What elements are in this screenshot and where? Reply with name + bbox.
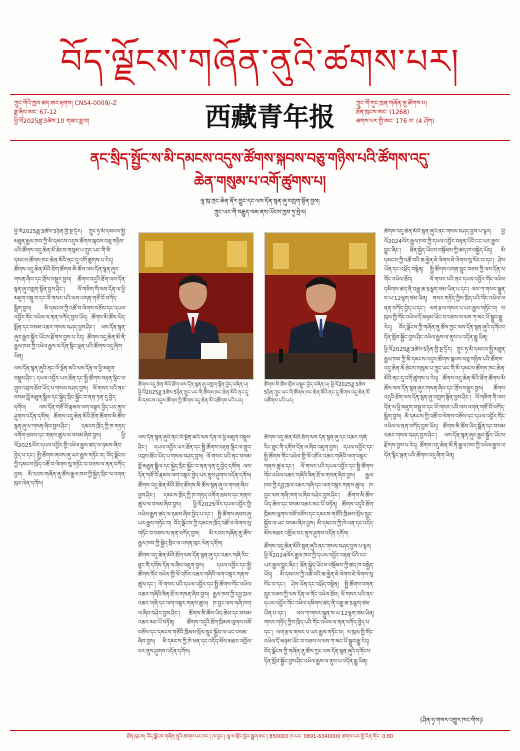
subheadline-2: ཀྲུང་ཡང་གི་བརྒྱུད་ལམ་ནས་ཡོངས་ཁྱབ་ཏུ་སྤེལ།: [214, 209, 306, 216]
article-column-1: [14, 228, 126, 724]
photo-caption-left: ཚོགས་འདུ་ཆེན་མོའི་ཐོག་ལས་དོན་སྙན་ཞུ་བཀླག་སྟོན་བྱེད་བཞིན་པ། ཕྱི་ལོ2025ཟླ་3ཚེས་5ཉིན་ཀྲུང་ཡང་གི་ཚོགས་ཁང་ཆེན་མོའི་ནང་དུ་མི་དམངས་འདུས་ཚོགས་ཀྱི་ཚོགས་འདུ་ཆེན་མོ་འཚོགས་པའི་པར།: [138, 382, 250, 404]
publication-info-left: [14, 99, 174, 126]
footer-divider: [10, 730, 510, 731]
issue-number-line: ཟླ་ཞིབ་ཨང་ 67-12: [14, 109, 57, 116]
column-2-text-continued: ཚོགས་འདུ་ཆེན་མོའི་ཐོག་ལས་དོན་སྙན་ཞུ་དང་འཆར་གཞི་རིང་ཐུང་གི་དགོས་དོན་ལ་ཞིབ་འཇུག་བྱས། དཔལ་འབྱོར་དང་སྤྱི་ཚོགས་གོང་འཕེལ་གྱི་ལོ་འཁོར་འཆར་གཞིའི་ལག་བསྟར་གནས་ཚུལ་དང་། ལོ་གསར་པའི་དཔལ་འབྱོར་དང་སྤྱི་ཚོགས་གོང་འཕེལ་འཆར་གཞིའི་ཟིན་ཐོ་ལ་གསན་ཞིབ་བྱས། རྒྱལ་ཁབ་ཀྱི་དབྱ་ཁྲལ་འཆར་གཞི་དང་ལག་བསྟར་གནས་ཚུལ། ཁ་བྱང་ལས་གཞི་ཁག་ལ་ཞིབ་བཤེར་བྱས་ཤིང་། ཚོགས་མི་ཚོས་ཡིད་ཆེས་དང་བསམ་འཆར་མང་པོ་བཏོན། ཚོགས་འདུའི་ཐོག་ཁྲིམས་ལུགས་བཟོ་བཅོས་དང་དམངས་གཙོའི་ཁྲིམས་སྲོལ་སྲུང་སྐྱོབ་ལ་ཡང་བསམ་ཞིབ་བྱས། མི་དམངས་ཀྱི་ཁེ་ཕན་དང་འདོད་མོས་མཐར་འཁྱོལ་བར་ནུས་ཤུགས་འདོན་དགོས།: [138, 553, 252, 656]
column-4-text: ཚོགས་འདུ་ཆེན་མོའི་སྙན་ཞུའི་ནང་གསལ་བཤད་བྱས་པ་ལྟར། ཕྱི་ལོ2024ལོར་རྒྱལ་ཁབ་ཀྱི་དཔལ་འབྱོར་བརྟན་པོའི་ངང་ཡར་རྒྱས་བྱུང་ཞིང་། ཐོན་སྐྱེད་ཡོངས་བསྡོམས་ཀྱི་ཚད་ཁ་བསྐྱེད་ཡོད། མི་དམངས་ཀྱི་འཚོ་བའི་ཆ་རྐྱེན་ཇེ་ལེགས་ཇེ་ལེགས་སུ་སོང་བ་དང་། ཤེས་ཡོན་དང་འཕྲོད་བསྟེན། སྤྱི་ཚོགས་འགན་སྲུང་བཅས་ཀྱི་ལས་དོན་ལ་གོང་འཕེལ་ཐོབ། ལོ་གསར་པའི་ནང་དཔལ་འབྱོར་གོང་འཕེལ་དམིགས་ཚད་ནི་བརྒྱ་ཆ་5ལྷག་ཙམ་ཡིན་པ་དང་། ལས་ཀ་གསར་སྐྲུན་ས་ཡ་12ལྷག་ཙམ་ཡིན། གསར་གཏོད་ཀྱིས་ཁྲིད་པའི་གོང་འཕེལ་ལ་ནན་བཀོད་བྱེད་པ་དང་། ལག་རྩལ་གསར་པ་ཡར་རྒྱས་གཏོང་བ། ས་ཁུལ་གྱི་གོང་འཕེལ་དོ་མཉམ་ཡོང་བ་བཅས་ལ་ལས་ཀ་མང་པོ་སྒྲུབ་རྒྱུ་རེད། བོད་ལྗོངས་ཀྱི་གཞོན་ནུ་ཚོས་ཀྱང་ལས་དོན་སྙན་ཞུའི་དགོངས་དོན་སློབ་སྦྱོང་བྱས་ཤིང་འཕེལ་རྒྱས་ལ་ནུས་པ་འདོན་རྒྱུ་ཡིན།: [384, 229, 506, 341]
column-2-text: ལས་དོན་སྙན་ཞུའི་ནང་ལོ་སྔོན་མའི་ལས་དོན་ལ་ཕྱི་མཇུག་བསྡུས་ཤིང་། དཔལ་འབྱོར་ཡར་ཐོན་དང་སྤྱི་ཚོགས་བརྟན་ལྷིང་ལ་གྲུབ་འབྲས་ཐོབ་ཡོད་པ་གསལ་བཤད་བྱས། ལོ་གསར་པའི་ནང་བསམ་བློ་མཐུན་སྒྲིལ་དང་སྐྱེད་སྲིང་སྐྱོང་བ་ནན་ཏན་དུ་བྱེད་དགོས། ལས་དོན་གཙོ་བོ་རྣམས་ལག་བསྟར་བྱེད་པར་ནུས་ཤུགས་འདོན་དགོས། ཚོགས་འདུ་ཆེན་མོའི་ཐོག་ཚོགས་མི་ཚོས་སྙན་ཞུ་ལ་གསན་ཞིབ་བྱས་ཤིང་། དམངས་ཁྲོད་ཀྱི་ཁ་གཏད་འགོག་ཐབས་དང་གནས་ཚུལ་ལ་བསམ་ཞིབ་བྱས། ཕྱི་ལོ2025ལོར་དཔལ་འབྱོར་གྱི་འཕེལ་རྒྱས་ཚད་ལ་ཉམས་ཞིབ་བྱེད་པ་དང་། སྤྱི་ཚོགས་ཞབས་ཞུ་ཡར་རྒྱས་གཏོང་བ། བོད་ལྗོངས་ཀྱི་དམངས་ཁྲོད་འཚོ་བ་ལེགས་སུ་གཏོང་བ་བཅས་ལ་ནན་བཀོད་བྱས། མི་རབས་གཞོན་ནུ་ཚོས་རྒྱལ་ཁབ་ཀྱི་སྐྱེད་སྲིང་ལ་འགན་ཁུར་ལེན་དགོས།: [138, 435, 252, 547]
edition-line: ཚགས་པར་གྱི་ཨང་ 176 བ་ (4 ཤོག): [356, 118, 435, 125]
publication-info-right: [356, 99, 506, 126]
photo-caption-right: ཚོགས་མི་ཚོས་གྲོས་བསྡུར་བྱེད་བཞིན་པ། ཕྱི་ལོ2025ཟླ་3ཚེས་5ཉིན་ཀྲུང་ཡང་གི་ཚོགས་ཁང་ཆེན་མོའི་ནང་དུ་ཚོགས་འདུ་ཆེན་མོ་འཚོགས་པའི་པར།: [264, 382, 371, 404]
subheadline-1: ལྷ་ཁུ་ཀྲང་ཆེན་ནོར་བྱུང་དང་ལས་དོན་སྙན་ཞུ་བཀླག་སྟོན་བྱས།: [200, 198, 320, 205]
column-1-text-continued: ལས་དོན་སྙན་ཞུའི་ནང་ལོ་སྔོན་མའི་ལས་དོན་ལ་ཕྱི་མཇུག་བསྡུས་ཤིང་། དཔལ་འབྱོར་ཡར་ཐོན་དང་སྤྱི་ཚོགས་བརྟན་ལྷིང་ལ་གྲུབ་འབྲས་ཐོབ་ཡོད་པ་གསལ་བཤད་བྱས། ལོ་གསར་པའི་ནང་བསམ་བློ་མཐུན་སྒྲིལ་དང་སྐྱེད་སྲིང་སྐྱོང་བ་ནན་ཏན་དུ་བྱེད་དགོས། ལས་དོན་གཙོ་བོ་རྣམས་ལག་བསྟར་བྱེད་པར་ནུས་ཤུགས་འདོན་དགོས། ཚོགས་འདུ་ཆེན་མོའི་ཐོག་ཚོགས་མི་ཚོས་སྙན་ཞུ་ལ་གསན་ཞིབ་བྱས་ཤིང་། དམངས་ཁྲོད་ཀྱི་ཁ་གཏད་འགོག་ཐབས་དང་གནས་ཚུལ་ལ་བསམ་ཞིབ་བྱས། ཕྱི་ལོ2025ལོར་དཔལ་འབྱོར་གྱི་འཕེལ་རྒྱས་ཚད་ལ་ཉམས་ཞིབ་བྱེད་པ་དང་། སྤྱི་ཚོགས་ཞབས་ཞུ་ཡར་རྒྱས་གཏོང་བ། བོད་ལྗོངས་ཀྱི་དམངས་ཁྲོད་འཚོ་བ་ལེགས་སུ་གཏོང་བ་བཅས་ལ་ནན་བཀོད་བྱས། མི་རབས་གཞོན་ནུ་ཚོས་རྒྱལ་ཁབ་ཀྱི་སྐྱེད་སྲིང་ལ་འགན་ཁུར་ལེན་དགོས།: [14, 366, 126, 488]
column-3-text: ཚོགས་འདུ་ཆེན་མོའི་ཐོག་ལས་དོན་སྙན་ཞུ་དང་འཆར་གཞི་རིང་ཐུང་གི་དགོས་དོན་ལ་ཞིབ་འཇུག་བྱས། དཔལ་འབྱོར་དང་སྤྱི་ཚོགས་གོང་འཕེལ་གྱི་ལོ་འཁོར་འཆར་གཞིའི་ལག་བསྟར་གནས་ཚུལ་དང་། ལོ་གསར་པའི་དཔལ་འབྱོར་དང་སྤྱི་ཚོགས་གོང་འཕེལ་འཆར་གཞིའི་ཟིན་ཐོ་ལ་གསན་ཞིབ་བྱས། རྒྱལ་ཁབ་ཀྱི་དབྱ་ཁྲལ་འཆར་གཞི་དང་ལག་བསྟར་གནས་ཚུལ། ཁ་བྱང་ལས་གཞི་ཁག་ལ་ཞིབ་བཤེར་བྱས་ཤིང་། ཚོགས་མི་ཚོས་ཡིད་ཆེས་དང་བསམ་འཆར་མང་པོ་བཏོན། ཚོགས་འདུའི་ཐོག་ཁྲིམས་ལུགས་བཟོ་བཅོས་དང་དམངས་གཙོའི་ཁྲིམས་སྲོལ་སྲུང་སྐྱོབ་ལ་ཡང་བསམ་ཞིབ་བྱས། མི་དམངས་ཀྱི་ཁེ་ཕན་དང་འདོད་མོས་མཐར་འཁྱོལ་བར་ནུས་ཤུགས་འདོན་དགོས།: [264, 435, 374, 537]
photo-speaker-left: [138, 232, 254, 380]
article-column-2: [138, 434, 252, 724]
photo-speaker-right: [264, 232, 376, 380]
issn-line: ཀྲུང་གོའི་ཁྱབ་ཚད་ཨང་རྟགས། CN54-0009/-Z: [14, 100, 117, 107]
date-line: ཕྱི་ལོ2025ཟླ་3ཚེས་10 གཟའ་ཟླ་བ།: [14, 118, 90, 125]
masthead-chinese-title: 西藏青年报: [204, 103, 335, 133]
masthead-divider: [10, 94, 510, 95]
serial-line: ཐོན་ཁུངས་ཨང་ (1268): [356, 109, 410, 116]
headline-divider: [10, 140, 510, 141]
headline-line-2: ཆེན་གསུམ་པ་འགོ་ཚུགས་པ།: [194, 174, 326, 190]
column-3-text-continued: ཚོགས་འདུ་ཆེན་མོའི་སྙན་ཞུའི་ནང་གསལ་བཤད་བྱས་པ་ལྟར། ཕྱི་ལོ2024ལོར་རྒྱལ་ཁབ་ཀྱི་དཔལ་འབྱོར་བརྟན་པོའི་ངང་ཡར་རྒྱས་བྱུང་ཞིང་། ཐོན་སྐྱེད་ཡོངས་བསྡོམས་ཀྱི་ཚད་ཁ་བསྐྱེད་ཡོད། མི་དམངས་ཀྱི་འཚོ་བའི་ཆ་རྐྱེན་ཇེ་ལེགས་ཇེ་ལེགས་སུ་སོང་བ་དང་། ཤེས་ཡོན་དང་འཕྲོད་བསྟེན། སྤྱི་ཚོགས་འགན་སྲུང་བཅས་ཀྱི་ལས་དོན་ལ་གོང་འཕེལ་ཐོབ། ལོ་གསར་པའི་ནང་དཔལ་འབྱོར་གོང་འཕེལ་དམིགས་ཚད་ནི་བརྒྱ་ཆ་5ལྷག་ཙམ་ཡིན་པ་དང་། ལས་ཀ་གསར་སྐྲུན་ས་ཡ་12ལྷག་ཙམ་ཡིན། གསར་གཏོད་ཀྱིས་ཁྲིད་པའི་གོང་འཕེལ་ལ་ནན་བཀོད་བྱེད་པ་དང་། ལག་རྩལ་གསར་པ་ཡར་རྒྱས་གཏོང་བ། ས་ཁུལ་གྱི་གོང་འཕེལ་དོ་མཉམ་ཡོང་བ་བཅས་ལ་ལས་ཀ་མང་པོ་སྒྲུབ་རྒྱུ་རེད། བོད་ལྗོངས་ཀྱི་གཞོན་ནུ་ཚོས་ཀྱང་ལས་དོན་སྙན་ཞུའི་དགོངས་དོན་སློབ་སྦྱོང་བྱས་ཤིང་འཕེལ་རྒྱས་ལ་ནུས་པ་འདོན་རྒྱུ་ཡིན།: [264, 543, 374, 665]
article-byline: (ཤིན་ཧྭ་གསར་འགྱུར་ཁང་གིས།): [420, 717, 483, 724]
headline-line-1: ནང་སྲིད་སྤྱོང་ས་མི་དམངས་འདུས་ཚོགས་སྐབས་བཅུ་གཉིས་པའི་ཚོགས་འདུ་: [90, 151, 430, 167]
article-column-4: [384, 228, 506, 708]
column-4-text-continued: ཕྱི་ལོ2025ཟླ་3ཚེས་5ཉིན་གྱི་སྔ་དྲོར། ཀྲུང་ཧྭ་མི་དམངས་སྤྱི་མཐུན་རྒྱལ་ཁབ་ཀྱི་མི་དམངས་འདུས་ཚོགས་སྐབས་བཅུ་གཉིས་པའི་ཚོགས་འདུ་ཆེན་མོ་ཐེངས་གསུམ་པ་ཀྲུང་ཡང་གི་མི་དམངས་ཚོགས་ཁང་ཆེན་མོའི་ནང་དུ་འགོ་ཚུགས་པ་རེད། ཚོགས་འདུ་ཆེན་མོའི་ཐོག་ཚོགས་མི་ཚོས་ལས་དོན་སྙན་ཞུར་གསན་ཞིབ་དང་གྲོས་བསྡུར་བྱས། ཚོགས་འདུའི་ཐོག་ལས་དོན་སྙན་ཞུ་བཀླག་སྟོན་བྱས་ཤིང་། ལོ་གཅིག་གི་ལས་དོན་ལ་ཕྱི་མཇུག་བསྡུ་བ་དང་ལོ་གསར་པའི་ལས་འགན་གཙོ་བོ་བཀོད་སྒྲིག་བྱས། མི་དམངས་ཀྱི་འཚོ་བ་ལེགས་བཅོས་དང་དཔལ་འབྱོར་གོང་འཕེལ་ལ་ནན་བཀོད་བྱས་ཡོད། ཚོགས་མི་ཚོས་ཡིད་སྨོན་དང་བསམ་འཆར་གསལ་བཤད་བྱས་ཤིང་། ལས་དོན་སྙན་ཞུར་རྒྱབ་སྐྱོར་ཡོངས་རྫོགས་བྱས་པ་རེད། ཚོགས་འདུ་ཆེན་མོ་ནི་རྒྱལ་ཁབ་ཀྱི་འཕེལ་རྒྱས་ལ་དོན་སྙིང་ལྡན་པའི་ཚོགས་འདུ་ཞིག་ཡིན།: [384, 347, 506, 459]
masthead-tibetan-title: བོད་ལྗོངས་གཞོན་ནུའི་ཚགས་པར།: [60, 42, 460, 82]
column-1-text: ཕྱི་ལོ2025ཟླ་3ཚེས་5ཉིན་གྱི་སྔ་དྲོར། ཀྲུང་ཧྭ་མི་དམངས་སྤྱི་མཐུན་རྒྱལ་ཁབ་ཀྱི་མི་དམངས་འདུས་ཚོགས་སྐབས་བཅུ་གཉིས་པའི་ཚོགས་འདུ་ཆེན་མོ་ཐེངས་གསུམ་པ་ཀྲུང་ཡང་གི་མི་དམངས་ཚོགས་ཁང་ཆེན་མོའི་ནང་དུ་འགོ་ཚུགས་པ་རེད། ཚོགས་འདུ་ཆེན་མོའི་ཐོག་ཚོགས་མི་ཚོས་ལས་དོན་སྙན་ཞུར་གསན་ཞིབ་དང་གྲོས་བསྡུར་བྱས། ཚོགས་འདུའི་ཐོག་ལས་དོན་སྙན་ཞུ་བཀླག་སྟོན་བྱས་ཤིང་། ལོ་གཅིག་གི་ལས་དོན་ལ་ཕྱི་མཇུག་བསྡུ་བ་དང་ལོ་གསར་པའི་ལས་འགན་གཙོ་བོ་བཀོད་སྒྲིག་བྱས། མི་དམངས་ཀྱི་འཚོ་བ་ལེགས་བཅོས་དང་དཔལ་འབྱོར་གོང་འཕེལ་ལ་ནན་བཀོད་བྱས་ཡོད། ཚོགས་མི་ཚོས་ཡིད་སྨོན་དང་བསམ་འཆར་གསལ་བཤད་བྱས་ཤིང་། ལས་དོན་སྙན་ཞུར་རྒྱབ་སྐྱོར་ཡོངས་རྫོགས་བྱས་པ་རེད། ཚོགས་འདུ་ཆེན་མོ་ནི་རྒྱལ་ཁབ་ཀྱི་འཕེལ་རྒྱས་ལ་དོན་སྙིང་ལྡན་པའི་ཚོགས་འདུ་ཞིག་ཡིན།: [14, 229, 126, 360]
footer-publisher-info: ཐོན་ཁུངས། བོད་ལྗོངས་གཞོན་ནུའི་ཚགས་པར་ཁང་། ཁ་བྱང་། ལྷ་ས་གྲོང་ཁྱེར་སྦྲག་ཨང་། 850000 ཁ་པར་ 0891-6340000 ཚགས་པར་གྱི་རིན་གོང་ 0.80: [126, 734, 394, 740]
publisher-line: ཀྲུང་གོ་གུང་ཁྲན་གཞོན་ནུ་ཚོགས་པ།: [356, 100, 427, 107]
article-column-3: [264, 434, 374, 724]
